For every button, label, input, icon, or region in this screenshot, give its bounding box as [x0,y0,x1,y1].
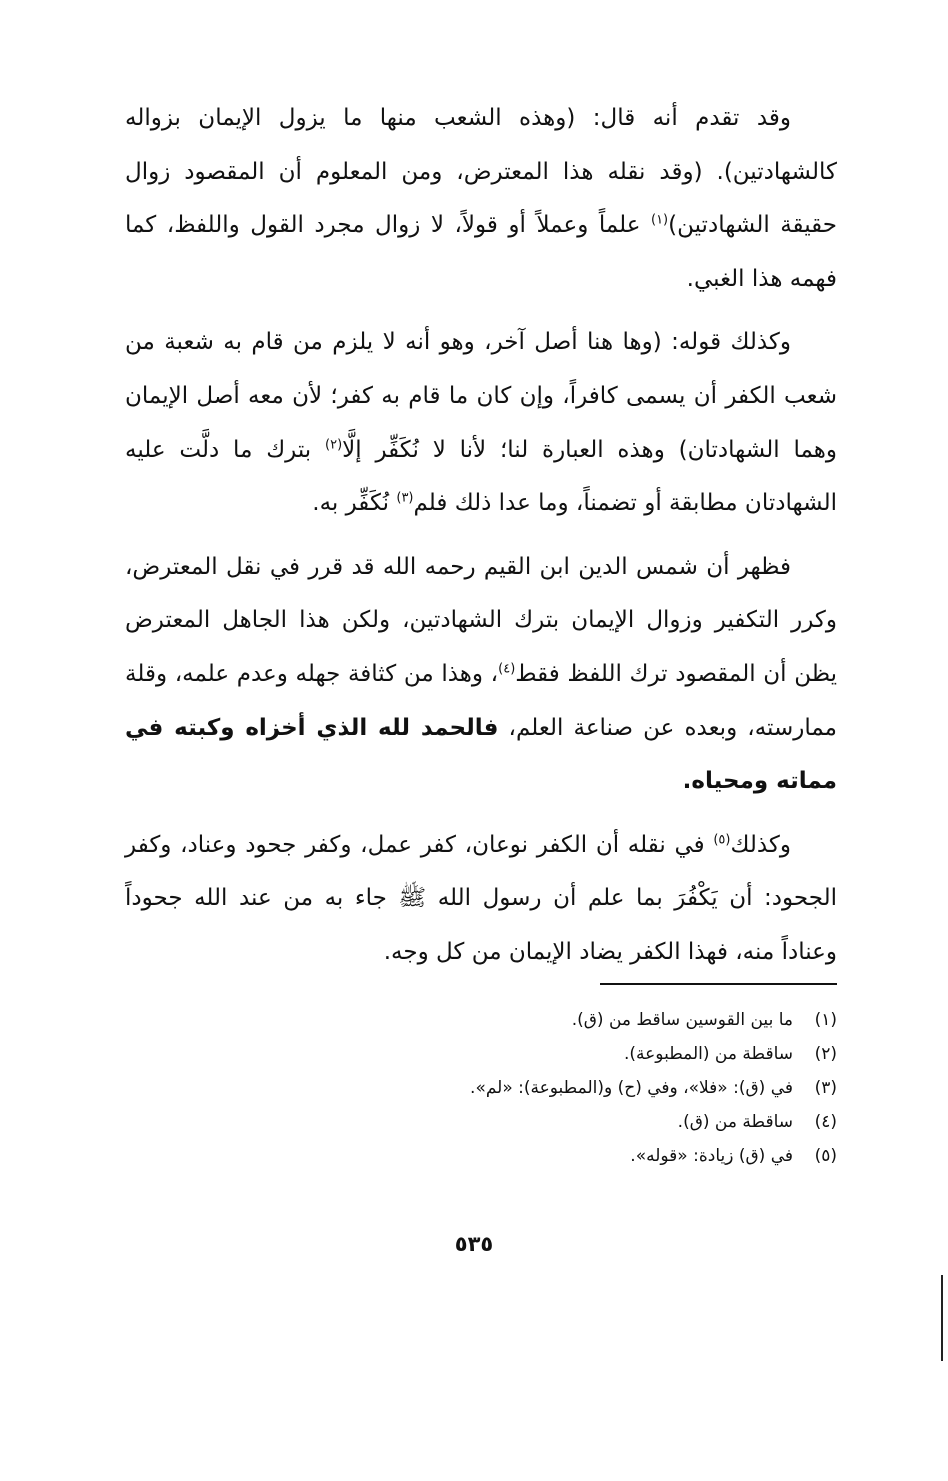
page-number: ٥٣٥ [454,1232,494,1256]
footnote-item [125,1003,837,1037]
footnote-item [125,1071,837,1105]
paragraph-4 [125,819,837,980]
paragraph-4-text: وكذلك [730,831,791,858]
footnote-item [125,1037,837,1071]
paragraph-3 [125,541,837,809]
paragraph-4-text-rest: في نقله أن الكفر نوعان، كفر عمل، وكفر جحود وعناد، وكفر الجحود: أن يَكْفُرَ بما علم أن رسول الله ﷺ جاء به من عند الله جحوداً وعناداً منه، فهذا الكفر يضاد الإيمان من كل وجه. [125,831,837,965]
scan-edge-mark [941,1275,943,1361]
footnote-number: (٣) [814,1078,837,1098]
footnote-number: (١) [814,1010,837,1030]
footnote-text: في (ق) زيادة: «قوله». [630,1146,793,1166]
main-text [125,92,837,980]
footnote-ref-1[interactable]: (١) [650,212,669,228]
paragraph-1-text: وقد تقدم أنه قال: (وهذه الشعب منها ما يزول الإيمان بزواله كالشهادتين). (وقد نقله هذا المعترض، ومن المعلوم أن المقصود زوال حقيقة الشهادتين) [125,105,837,239]
footnote-ref-5[interactable]: (٥) [713,832,731,848]
paragraph-2-text-rest: نُكَفِّر به. [312,490,397,517]
footnote-number: (٥) [814,1146,837,1166]
paragraph-1-text-rest: علماً وعملاً أو قولاً، لا زوال مجرد القول واللفظ، كما فهمه هذا الغبي. [125,212,837,292]
footnote-item [125,1139,837,1173]
footnotes [125,1003,837,1173]
paragraph-2-text: وكذلك قوله: (وها هنا أصل آخر، وهو أنه لا يلزم من قام به شعبة من شعب الكفر أن يسمى كافراً، وإن كان ما قام به كفر؛ لأن معه أصل الإيمان وهما الشهادتان) وهذه العبارة لنا؛ لأنا لا نُكَفِّر إلَّا [125,329,837,463]
footnote-number: (٤) [814,1112,837,1132]
paragraph-3-text-mid: ، وهذا من كثافة جهله وعدم علمه، وقلة ممارسته، وبعده عن صناعة العلم، [125,660,837,741]
paragraph-2-text-mid: بترك ما دلَّت عليه الشهادتان مطابقة أو تضمناً، وما عدا ذلك فلم [125,436,837,517]
footnote-separator [600,983,837,985]
footnote-text: ساقطة من (ق). [677,1112,793,1132]
footnote-ref-2[interactable]: (٢) [325,436,343,452]
paragraph-1 [125,92,837,306]
footnote-item [125,1105,837,1139]
footnote-text: ساقطة من (المطبوعة). [624,1044,793,1064]
paragraph-3-bold-text: فالحمد لله الذي أخزاه وكبته في مماته ومحياه. [125,714,837,795]
footnote-ref-3[interactable]: (٣) [396,490,414,506]
paragraph-3-text: فظهر أن شمس الدين ابن القيم رحمه الله قد قرر في نقل المعترض، وكرر التكفير وزوال الإيمان بترك الشهادتين، ولكن هذا الجاهل المعترض يظن أن المقصود ترك اللفظ فقط [125,553,837,687]
footnote-text: في (ق): «فلا»، وفي (ح) و(المطبوعة): «لم». [470,1078,793,1098]
footnote-number: (٢) [814,1044,837,1064]
footnote-ref-4[interactable]: (٤) [498,661,516,677]
footnote-text: ما بين القوسين ساقط من (ق). [571,1010,793,1030]
paragraph-2 [125,316,837,530]
